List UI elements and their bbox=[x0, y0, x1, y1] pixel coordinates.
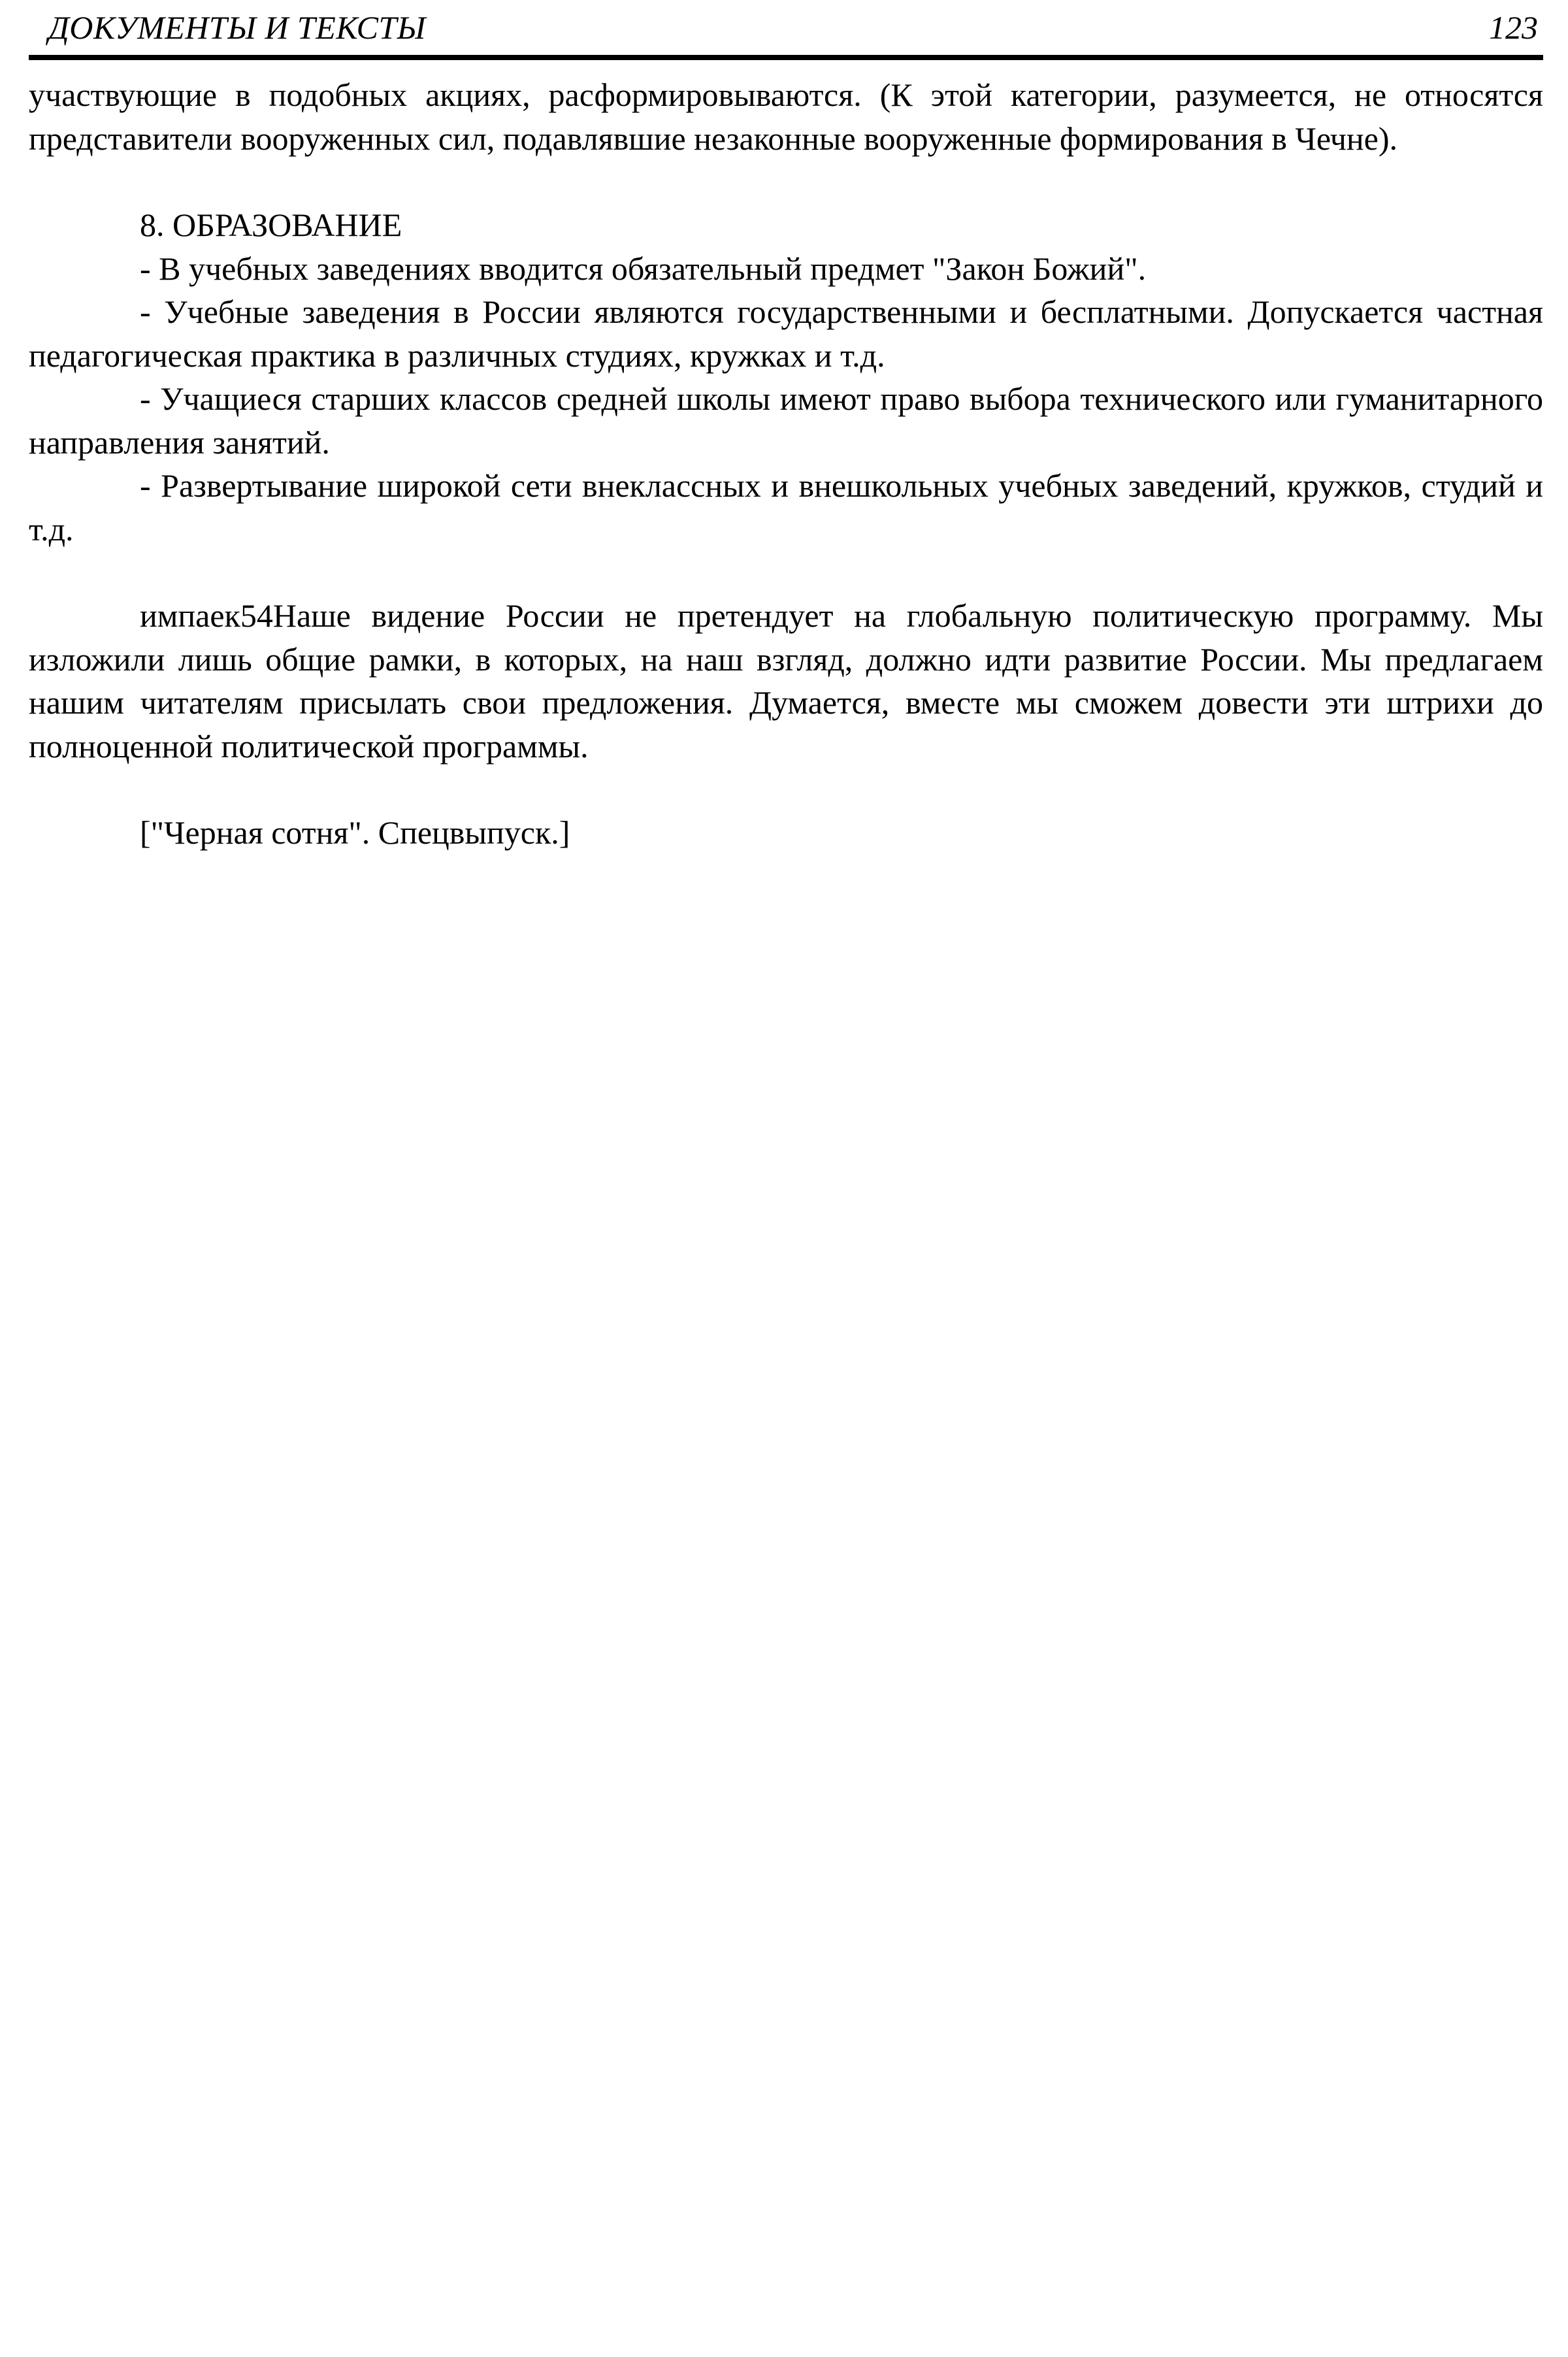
paragraph-gap bbox=[29, 551, 1543, 594]
body-text bbox=[29, 73, 1543, 855]
header-rule bbox=[29, 55, 1543, 60]
paragraph-continued: участвующие в подобных акциях, расформировываются. (К этой категории, разумеется, не относятся представители вооруженных сил, подавлявшие незаконные вооруженные формирования в Чечне). bbox=[29, 76, 1543, 157]
paragraph-gap bbox=[29, 768, 1543, 811]
source-citation: ["Черная сотня". Спецвыпуск.] bbox=[140, 814, 570, 851]
running-header bbox=[29, 0, 1543, 52]
paragraph-gap bbox=[29, 160, 1543, 203]
document-page bbox=[29, 0, 1543, 851]
header-section-title: ДОКУМЕНТЫ И ТЕКСТЫ bbox=[48, 9, 426, 46]
list-item: - В учебных заведениях вводится обязательный предмет "Закон Божий". bbox=[140, 250, 1147, 287]
list-item: - Учебные заведения в России являются государственными и бесплатными. Допускается частная педагогическая практика в различных студиях, кружках и т.д. bbox=[29, 293, 1543, 374]
paragraph-conclusion: импаек54Наше видение России не претендует на глобальную политическую программу. Мы изложили лишь общие рамки, в которых, на наш взгляд, должно идти развитие России. Мы предлагаем нашим читателям присылать свои предложения. Думается, вместе мы сможем довести эти штрихи до полноценной политической программы. bbox=[29, 597, 1543, 765]
section-heading: 8. ОБРАЗОВАНИЕ bbox=[140, 206, 402, 243]
page-number: 123 bbox=[1489, 9, 1538, 46]
list-item: - Развертывание широкой сети внеклассных и внешкольных учебных заведений, кружков, студий и т.д. bbox=[29, 467, 1543, 548]
list-item: - Учащиеся старших классов средней школы имеют право выбора технического или гуманитарного направления занятий. bbox=[29, 380, 1543, 461]
